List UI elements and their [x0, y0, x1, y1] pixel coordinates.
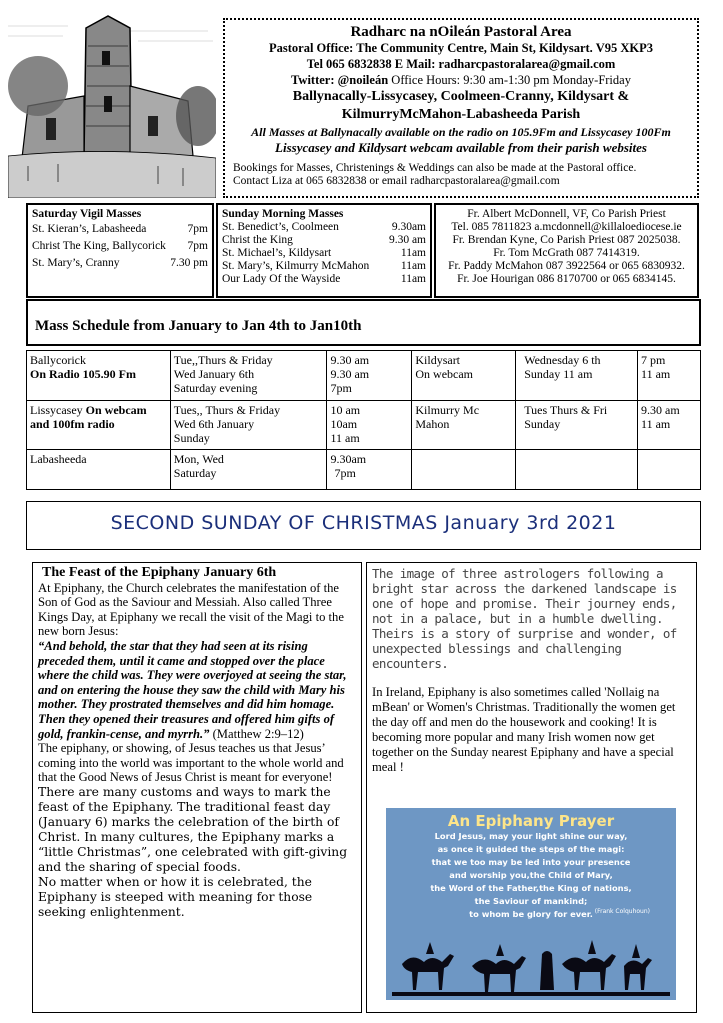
mass-place: St. Michael’s, Kildysart: [222, 247, 332, 259]
place-name: Labasheeda: [30, 452, 87, 466]
time-line: 9.30 am: [330, 353, 370, 367]
place-name: Mahon: [415, 417, 450, 431]
parish-line-1: Ballynacally-Lissycasey, Coolmeen-Cranny, Kildysart &: [292, 89, 630, 104]
epiphany-prayer-card: [386, 808, 676, 1000]
place-name: Lissycasey: [30, 403, 83, 417]
priests-contact-box: [434, 203, 699, 298]
table-cell: [327, 401, 412, 450]
mass-time: 11am: [400, 273, 426, 285]
prayer-line: the Saviour of mankind;: [474, 896, 588, 906]
day-line: Sunday: [524, 417, 561, 431]
priest-line: Fr. Brendan Kyne, Co Parish Priest 087 2025038.: [452, 234, 681, 246]
prayer-line: that we too may be led into your presence: [431, 857, 631, 867]
article-heading: The Feast of the Epiphany January 6th: [42, 565, 277, 580]
priest-line: Fr. Paddy McMahon 087 3922564 or 065 6830932.: [448, 260, 685, 272]
scripture-quote: [38, 639, 356, 741]
magi-camels-silhouette: [392, 924, 670, 996]
parish-line-2: KilmurryMcMahon-Labasheeda Parish: [341, 107, 581, 122]
table-cell: [170, 450, 327, 490]
table-row: [27, 351, 701, 401]
table-cell: [27, 351, 171, 401]
mass-row: [222, 247, 426, 260]
mass-place: St. Kieran’s, Labasheeda: [32, 223, 147, 235]
office-hours: Office Hours: 9:30 am-1:30 pm Monday-Friday: [391, 73, 631, 87]
mass-place: St. Mary’s, Kilmurry McMahon: [222, 260, 370, 272]
day-line: Sunday 11 am: [524, 367, 593, 381]
article-paragraph: There are many customs and ways to mark the feast of the Epiphany. The traditional feast day (January 6) marks the celebration of the birth of Christ. In many cultures, the Epiphany marks a “little Christmas”, one celebrated with gift-giving and the sharing of special foods.: [38, 784, 348, 874]
prayer-title: An Epiphany Prayer: [447, 812, 615, 830]
day-line: Saturday: [173, 466, 217, 480]
mass-row: [222, 234, 426, 247]
table-cell: [412, 351, 516, 401]
bookings-note: [225, 156, 697, 188]
place-name: Ballycorick: [30, 353, 86, 367]
time-line: 9.30 am: [330, 367, 370, 381]
epiphany-article: [32, 562, 362, 1013]
table-cell: [27, 401, 171, 450]
pastoral-area-title: Radharc na nOileán Pastoral Area: [350, 24, 572, 40]
time-line: 9.30am: [330, 452, 367, 466]
time-line: 11 am: [330, 431, 360, 445]
time-line: 7pm: [334, 466, 356, 480]
church-ruin-illustration: [8, 6, 216, 198]
prayer-line: as once it guided the steps of the magi:: [437, 844, 625, 854]
pastoral-header: [223, 18, 699, 198]
place-name: Kildysart: [415, 353, 461, 367]
mass-row: [222, 273, 426, 286]
mass-row: [222, 221, 426, 234]
saturday-masses-box: [26, 203, 214, 298]
sunday-heading: Sunday Morning Masses: [222, 208, 344, 220]
twitter-hours-line: [225, 72, 697, 88]
table-cell: [170, 351, 327, 401]
mass-time: 7.30 pm: [170, 257, 208, 269]
mass-row: [222, 260, 426, 273]
prayer-line: the Word of the Father,the King of nations,: [430, 883, 632, 893]
mass-time: 7pm: [187, 240, 208, 252]
table-cell: [516, 401, 638, 450]
place-name: Kilmurry Mc: [415, 403, 480, 417]
day-line: Mon, Wed: [173, 452, 224, 466]
radio-note: All Masses at Ballynacally available on the radio on 105.9Fm and Lissycasey 100Fm: [251, 125, 671, 139]
article-paragraph: At Epiphany, the Church celebrates the manifestation of the Son of God as the Saviour and Messiah. Also called Three Kings Day, at Epiphany we recall the visit of the Magi to the new born Jesus:: [38, 580, 344, 639]
priest-line: Tel. 085 7811823 a.mcdonnell@killaloediocese.ie: [451, 221, 682, 233]
prayer-line: to whom be glory for ever.: [469, 909, 593, 919]
table-cell: [638, 401, 701, 450]
time-line: 7 pm: [641, 353, 666, 367]
day-line: Saturday evening: [173, 381, 258, 395]
mass-place: Christ The King, Ballycorick: [32, 240, 166, 252]
sunday-banner: SECOND SUNDAY OF CHRISTMAS January 3rd 2021: [26, 501, 701, 550]
day-line: Tue,,Thurs & Friday: [173, 353, 273, 367]
time-line: 11 am: [641, 417, 671, 431]
mass-place: St. Mary’s, Cranny: [32, 257, 120, 269]
day-line: Wednesday 6 th: [524, 353, 601, 367]
reflection-paragraph: The image of three astrologers following a bright star across the darkened landscape is one of hope and promise. Their journey ends, not in a palace, but in a humble dwelling. Theirs is a story of surprise and wonder, of unexpected blessings and challenging encounters.: [372, 566, 677, 671]
prayer-line: Lord Jesus, may your light shine our way,: [434, 831, 628, 841]
mass-row: [32, 240, 208, 253]
sunday-masses-box: [216, 203, 432, 298]
prayer-author: (Frank Colquhoun): [594, 908, 650, 915]
mass-time: 9.30 am: [388, 234, 426, 246]
mass-time: 11am: [400, 260, 426, 272]
mass-schedule-table: [26, 350, 701, 490]
mass-place: Christ the King: [222, 234, 293, 246]
day-line: Tues Thurs & Fri: [524, 403, 608, 417]
time-line: 10am: [330, 417, 358, 431]
time-line: 11 am: [641, 367, 671, 381]
bookings-line-1: Bookings for Masses, Christenings & Weddings can also be made at the Pastoral office.: [233, 162, 637, 174]
day-line: Wed January 6th: [173, 367, 255, 381]
schedule-title: Mass Schedule from January to Jan 4th to Jan10th: [26, 299, 701, 346]
time-line: 9.30 am: [641, 403, 680, 417]
article-paragraph: The epiphany, or showing, of Jesus teaches us that Jesus’ coming into the world was important to the whole world and that the Good News of Jesus Christ is meant for everyone!: [38, 741, 344, 785]
table-cell: [327, 450, 412, 490]
quote-reference: (Matthew 2:9–12): [212, 726, 304, 741]
table-row: [27, 450, 701, 490]
twitter-handle: Twitter: @noileán: [291, 73, 389, 87]
table-row: [27, 401, 701, 450]
priest-line: Fr. Tom McGrath 087 7414319.: [493, 247, 640, 259]
time-line: 7pm: [330, 381, 352, 395]
mass-time: 11am: [400, 247, 426, 259]
table-cell: [412, 450, 516, 490]
mass-place: St. Benedict’s, Coolmeen: [222, 221, 339, 233]
priest-line: Fr. Albert McDonnell, VF, Co Parish Priest: [467, 208, 666, 220]
table-cell: [27, 450, 171, 490]
day-line: Sunday: [173, 431, 210, 445]
priest-line: Fr. Joe Hourigan 086 8170700 or 065 6834145.: [457, 273, 676, 285]
mass-place: Our Lady Of the Wayside: [222, 273, 341, 285]
table-cell: [638, 450, 701, 490]
table-cell: [516, 450, 638, 490]
womens-christmas-paragraph: In Ireland, Epiphany is also sometimes called 'Nollaig na mBean' or Women's Christmas. Traditionally the women get the day off and men do the housework and cooking! It is becoming more popular and many Irish women now get together on the Sunday nearest Epiphany and have a special meal !: [372, 685, 676, 774]
table-cell: [170, 401, 327, 450]
office-address: Pastoral Office: The Community Centre, Main St, Kildysart. V95 XKP3: [269, 41, 653, 55]
table-cell: [516, 351, 638, 401]
prayer-line: and worship you,the Child of Mary,: [449, 870, 613, 880]
webcam-note: Lissycasey and Kildysart webcam available from their parish websites: [275, 140, 647, 155]
saturday-heading: Saturday Vigil Masses: [32, 208, 142, 220]
mass-row: [32, 223, 208, 236]
place-note: On Radio 105.90 Fm: [30, 367, 137, 381]
day-line: Wed 6th January: [173, 417, 255, 431]
place-note: and 100fm radio: [30, 417, 115, 431]
article-paragraph: No matter when or how it is celebrated, the Epiphany is steeped with meaning for those seeking enlightenment.: [38, 874, 313, 919]
contact-line: Tel 065 6832838 E Mail: radharcpastoralarea@gmail.com: [306, 57, 616, 71]
time-line: 10 am: [330, 403, 361, 417]
day-line: Tues,, Thurs & Friday: [173, 403, 281, 417]
table-cell: [412, 401, 516, 450]
place-note: On webcam: [415, 367, 474, 381]
mass-time: 7pm: [187, 223, 208, 235]
table-cell: [638, 351, 701, 401]
quote-text: “And behold, the star that they had seen at its rising preceded them, until it came and stopped over the place where the child was. They were overjoyed at seeing the star, and on entering the house they saw the child with Mary his mother. They prostrated themselves and did him homage. Then they opened their treasures and offered him gifts of gold, frankin-cense, and myrrh.”: [38, 638, 347, 741]
mass-row: [32, 257, 208, 270]
bookings-line-2: Contact Liza at 065 6832838 or email radharcpastoralarea@gmail.com: [233, 175, 560, 187]
place-note: On webcam: [85, 403, 147, 417]
table-cell: [327, 351, 412, 401]
mass-time: 9.30am: [391, 221, 426, 233]
